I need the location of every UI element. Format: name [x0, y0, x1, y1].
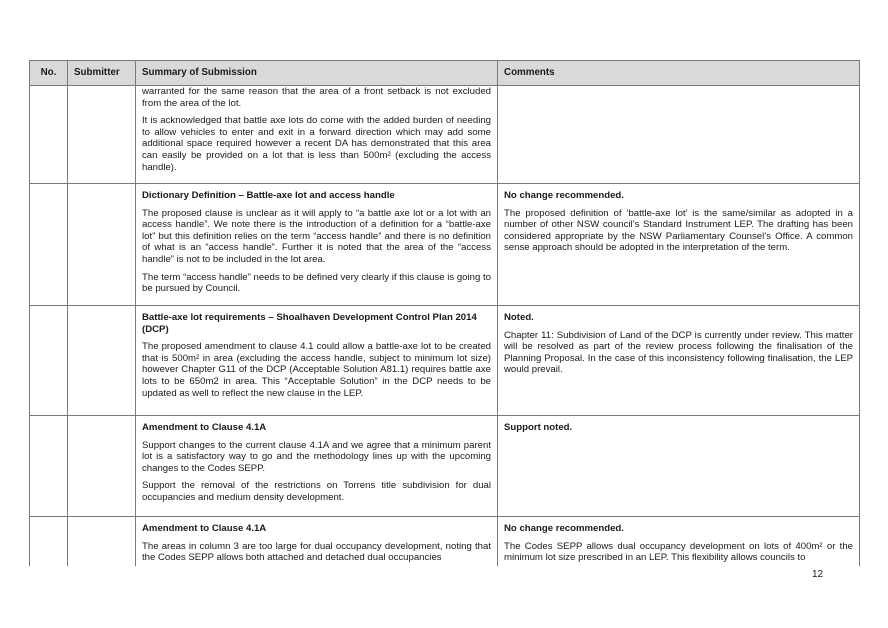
submissions-table: [29, 60, 860, 566]
paragraph-text: Support the removal of the restrictions on Torrens title subdivision for dual occupancies and medium density development.: [142, 480, 491, 503]
cell-comments: [498, 416, 860, 517]
paragraph-text: The Codes SEPP allows dual occupancy development on lots of 400m² or the minimum lot size prescribed in an LEP. This flexibility allows councils to: [504, 540, 853, 564]
paragraph-heading: Amendment to Clause 4.1A: [142, 523, 267, 534]
cell-submitter: [68, 306, 136, 416]
cell-summary: [136, 517, 498, 567]
paragraph-heading: Support noted.: [504, 422, 573, 433]
cell-submitter: [68, 416, 136, 517]
cell-no: [30, 517, 68, 567]
cell-summary: [136, 306, 498, 416]
cell-summary: [136, 86, 498, 184]
paragraph-text: The proposed amendment to clause 4.1 could allow a battle-axe lot to be created that is 500m² in area (excluding the access handle, subject to minimum lot size) however Chapter G11 of the DCP (Acceptable Solution A81.1) requires battle axe lots to be 650m2 in area. This “Acceptable Solution” in the DCP needs to be updated as well to reflect the new clause in the LEP.: [142, 341, 491, 399]
paragraph-text: The areas in column 3 are too large for dual occupancy development, noting that the Codes SEPP allows both attached and detached dual occupancies: [142, 540, 491, 564]
paragraph-text: It is acknowledged that battle axe lots do come with the added burden of needing to allow vehicles to enter and exit in a forward direction which may add some additional space required however a recent DA has demonstrated that this area can easily be provided on a lot that is less than 500m² (excluding the access handle).: [142, 115, 491, 173]
cell-no: [30, 416, 68, 517]
cell-no: [30, 86, 68, 184]
header-comments: Comments: [498, 61, 860, 86]
cell-no: [30, 184, 68, 306]
cell-comments: [498, 86, 860, 184]
table-row: [30, 416, 860, 517]
cell-submitter: [68, 184, 136, 306]
paragraph-heading: Amendment to Clause 4.1A: [142, 422, 267, 433]
cell-submitter: [68, 86, 136, 184]
cell-comments: [498, 184, 860, 306]
table-row: [30, 517, 860, 567]
paragraph-heading: Noted.: [504, 312, 534, 323]
cell-no: [30, 306, 68, 416]
paragraph-heading: No change recommended.: [504, 523, 624, 534]
cell-comments: [498, 517, 860, 567]
paragraph-text: The term “access handle” needs to be defined very clearly if this clause is going to be pursued by Council.: [142, 271, 491, 295]
paragraph-heading: Dictionary Definition – Battle-axe lot and access handle: [142, 190, 395, 201]
header-summary: Summary of Submission: [136, 61, 498, 86]
table-row: [30, 184, 860, 306]
paragraph-heading: No change recommended.: [504, 190, 624, 201]
cell-submitter: [68, 517, 136, 567]
paragraph-text: warranted for the same reason that the area of a front setback is not excluded from the area of the lot.: [142, 86, 491, 109]
table-header-row: [30, 61, 860, 86]
paragraph-text: Support changes to the current clause 4.1A and we agree that a minimum parent lot is a satisfactory way to go and the methodology lines up with the upcoming changes to the Codes SEPP.: [142, 439, 491, 474]
header-submitter: Submitter: [68, 61, 136, 86]
paragraph-text: Chapter 11: Subdivision of Land of the DCP is currently under review. This matter will be resolved as part of the review process following the finalisation of the Planning Proposal. In the case of this inconsistency following finalisation, the LEP would prevail.: [504, 329, 853, 376]
page-number: 12: [812, 569, 824, 580]
paragraph-heading: Battle-axe lot requirements – Shoalhaven Development Control Plan 2014 (DCP): [142, 312, 477, 335]
table-row: [30, 306, 860, 416]
cell-comments: [498, 306, 860, 416]
table-row: [30, 86, 860, 184]
cell-summary: [136, 184, 498, 306]
header-no: No.: [30, 61, 68, 86]
paragraph-text: The proposed clause is unclear as it will apply to “a battle axe lot or a lot with an access handle”. We note there is the introduction of a definition for a “battle-axe lot” but this definition relies on the term “access handle” and there is no definition of what is an “access handle”. Further it is noted that the area of the “access handle” is not to be included in the lot area.: [142, 207, 491, 265]
paragraph-text: The proposed definition of ‘battle-axe lot’ is the same/similar as adopted in a number of other NSW council’s Standard Instrument LEP. The drafting has been considered appropriate by the NSW Parliamentary Counsel’s Office. A common sense approach should be adopted in the interpretation of the term.: [504, 207, 853, 254]
cell-summary: [136, 416, 498, 517]
